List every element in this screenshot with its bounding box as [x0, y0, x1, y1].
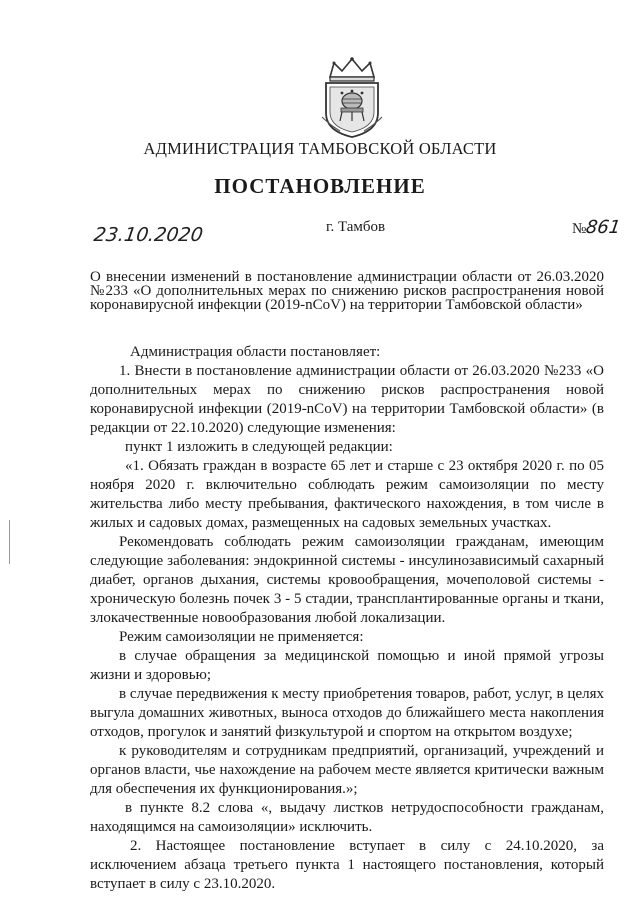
- paragraph: 2. Настоящее постановление вступает в силу с 24.10.2020, за исключением абзаца третьего пункта 1 настоящего постановления, который вступает в силу с 23.10.2020.: [90, 838, 604, 892]
- document-number: [572, 217, 621, 238]
- handwritten-number: 861: [584, 217, 623, 238]
- paragraph: в случае передвижения к месту приобретения товаров, работ, услуг, в целях выгула домашних животных, выноса отходов до ближайшего места накопления отходов, прогулок и занятий физкультурой и спортом на открытом воздухе;: [90, 686, 604, 740]
- paragraph: Режим самоизоляции не применяется:: [119, 629, 364, 645]
- paragraph: в случае обращения за медицинской помощью и иной прямой угрозы жизни и здоровью;: [90, 648, 604, 683]
- document-type-heading: ПОСТАНОВЛЕНИЕ: [214, 174, 426, 198]
- scan-margin-mark: [9, 520, 10, 564]
- city-label: г. Тамбов: [326, 219, 386, 235]
- number-sign: №: [572, 221, 587, 237]
- paragraph: Рекомендовать соблюдать режим самоизоляции гражданам, имеющим следующие заболевания: эндокринной системы - инсулинозависимый сахарный диабет, органов дыхания, системы кровообращения, мочеполовой системы - хроническую болезнь почек 3 - 5 стадии, трансплантированные органы и ткани, злокачественные новообразования любой локализации.: [90, 534, 604, 626]
- document-subject: О внесении изменений в постановление администрации области от 26.03.2020 №233 «О дополнительных мерах по снижению рисков распространения новой коронавирусной инфекции (2019-nCoV) на территории Тамбовской области»: [90, 269, 604, 313]
- paragraph: 1. Внести в постановление администрации области от 26.03.2020 №233 «О дополнительных мерах по снижению рисков распространения новой коронавирусной инфекции (2019-nCoV) на территории Тамбовской области» (в редакции от 22.10.2020) следующие изменения:: [90, 363, 604, 436]
- document-body: [90, 343, 604, 894]
- tambov-coat-of-arms-icon: [318, 55, 386, 139]
- paragraph: в пункте 8.2 слова «, выдачу листков нетрудоспособности гражданам, находящимся на самоизоляции» исключить.: [90, 800, 604, 835]
- handwritten-date: 23.10.2020: [92, 224, 205, 246]
- paragraph: пункт 1 изложить в следующей редакции:: [125, 439, 393, 455]
- paragraph: к руководителям и сотрудникам предприятий, организаций, учреждений и органов власти, чье нахождение на рабочем месте является критически важным для обеспечения их функционирования.»;: [90, 743, 604, 797]
- organization-title: АДМИНИСТРАЦИЯ ТАМБОВСКОЙ ОБЛАСТИ: [143, 139, 497, 158]
- paragraph: «1. Обязать граждан в возрасте 65 лет и старше с 23 октября 2020 г. по 05 ноября 2020 г. включительно соблюдать режим самоизоляции по месту жительства либо месту пребывания, фактического нахождения, в том числе в жилых и садовых домах, размещенных на садовых земельных участках.: [90, 458, 604, 531]
- paragraph: Администрация области постановляет:: [130, 344, 381, 360]
